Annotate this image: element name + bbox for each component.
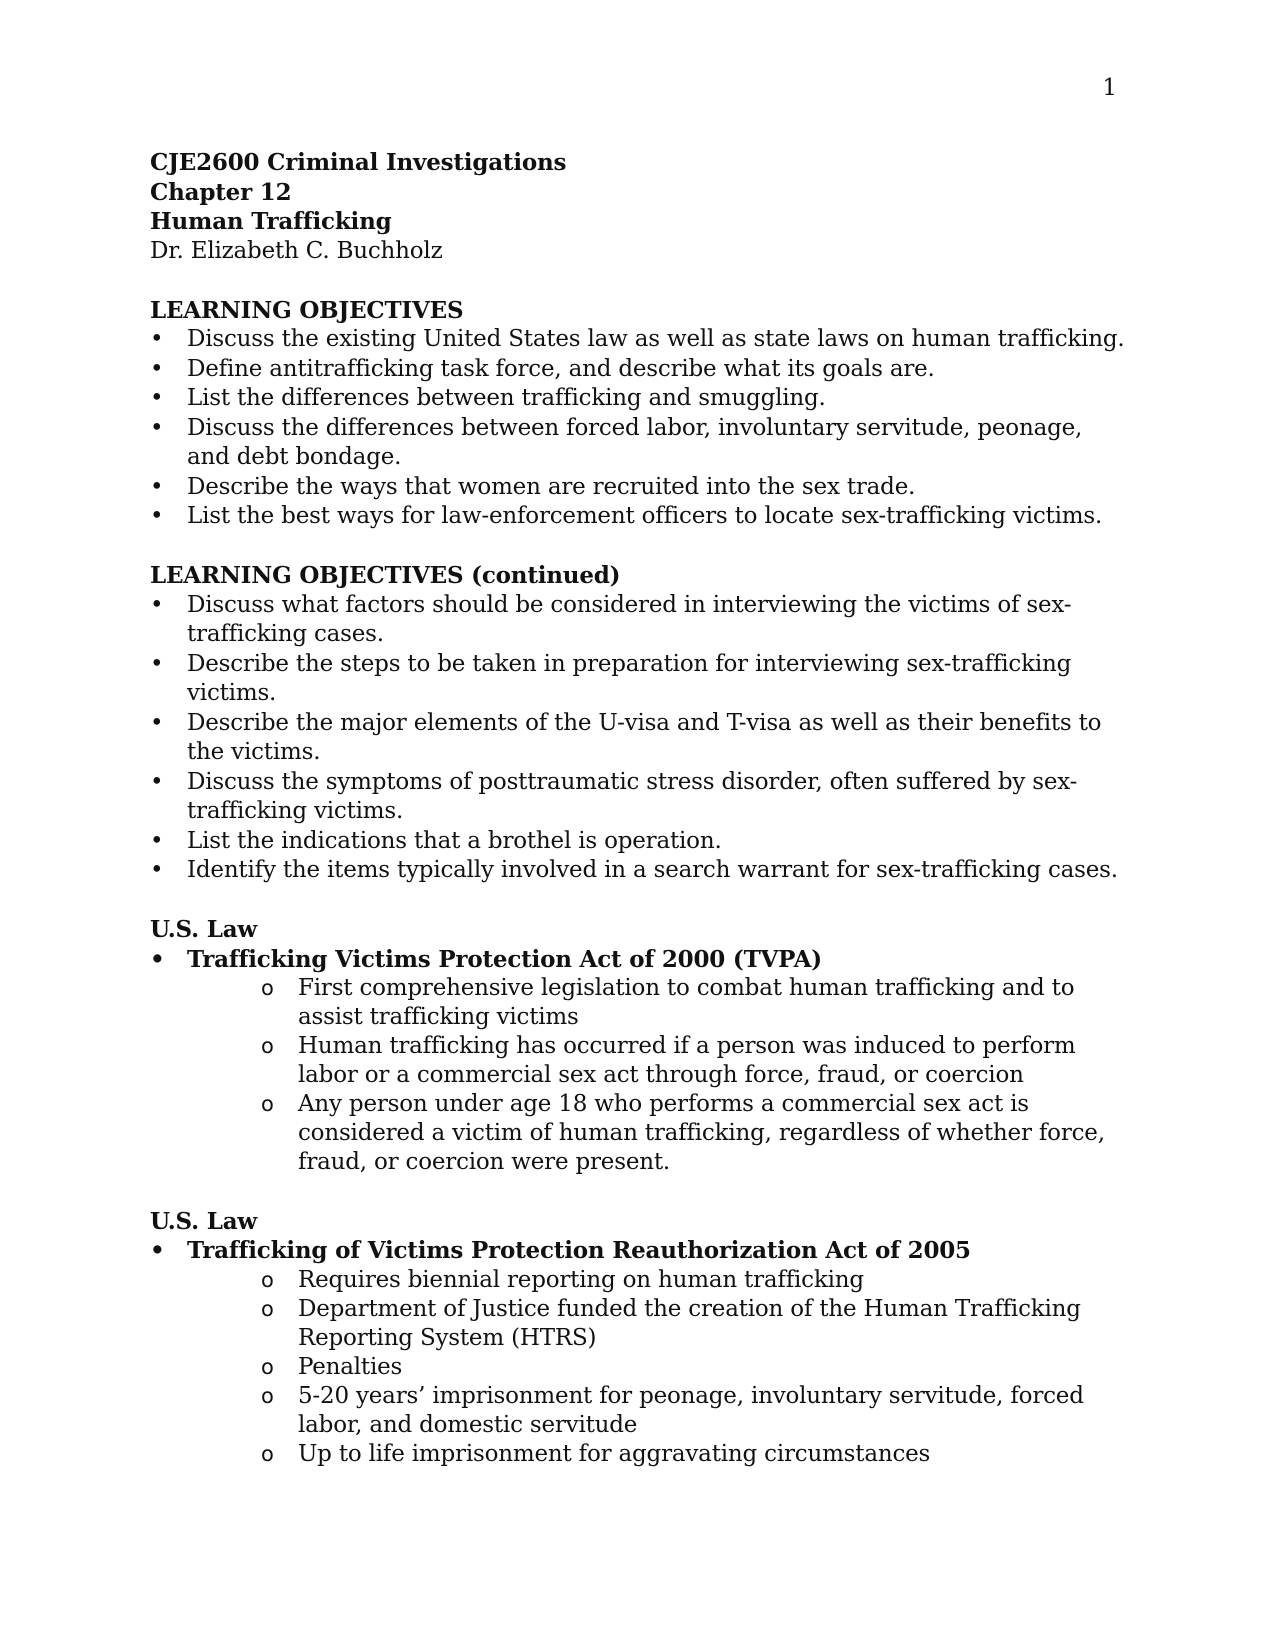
document-header bbox=[150, 148, 1125, 266]
sub-list-item: o Requires biennial reporting on human trafficking bbox=[261, 1266, 1125, 1295]
sub-list-item: o Human trafficking has occurred if a person was induced to perform labor or a commercial sex act through force, fraud, or coercion bbox=[261, 1032, 1125, 1090]
section-heading: U.S. Law bbox=[150, 1207, 258, 1235]
learning-objectives-continued-section bbox=[150, 561, 1125, 886]
law-details-list bbox=[150, 1266, 1125, 1469]
list-item: • Describe the ways that women are recruited into the sex trade. bbox=[150, 473, 1125, 503]
sub-list-item: o Up to life imprisonment for aggravating circumstances bbox=[261, 1440, 1125, 1469]
list-item: • Define antitrafficking task force, and describe what its goals are. bbox=[150, 355, 1125, 385]
list-item: • Discuss the symptoms of posttraumatic stress disorder, often suffered by sex-trafficking victims. bbox=[150, 768, 1125, 827]
law-list bbox=[150, 945, 1125, 975]
author-name: Dr. Elizabeth C. Buchholz bbox=[150, 237, 443, 264]
learning-objectives-section bbox=[150, 296, 1125, 532]
sub-list-item: o 5-20 years’ imprisonment for peonage, involuntary servitude, forced labor, and domestic servitude bbox=[261, 1382, 1125, 1440]
objectives-list bbox=[150, 591, 1125, 886]
page-number: 1 bbox=[1102, 75, 1117, 101]
list-item: • Trafficking Victims Protection Act of 2000 (TVPA) bbox=[150, 945, 1125, 975]
list-item: • Identify the items typically involved in a search warrant for sex-trafficking cases. bbox=[150, 856, 1125, 886]
list-item: • Describe the steps to be taken in preparation for interviewing sex-trafficking victims. bbox=[150, 650, 1125, 709]
list-item: • Describe the major elements of the U-visa and T-visa as well as their benefits to the victims. bbox=[150, 709, 1125, 768]
list-item: • List the best ways for law-enforcement officers to locate sex-trafficking victims. bbox=[150, 502, 1125, 532]
sub-list-item: o Penalties bbox=[261, 1353, 1125, 1382]
course-title: CJE2600 Criminal Investigations bbox=[150, 149, 567, 176]
list-item: • Discuss the existing United States law as well as state laws on human trafficking. bbox=[150, 325, 1125, 355]
sub-list-item: o Any person under age 18 who performs a commercial sex act is considered a victim of human trafficking, regardless of whether force, fraud, or coercion were present. bbox=[261, 1090, 1125, 1177]
section-heading: LEARNING OBJECTIVES bbox=[150, 296, 464, 324]
us-law-tvpa-section bbox=[150, 915, 1125, 1177]
section-heading: LEARNING OBJECTIVES (continued) bbox=[150, 562, 621, 589]
list-item: • Discuss the differences between forced labor, involuntary servitude, peonage, and debt bondage. bbox=[150, 414, 1125, 473]
document-body bbox=[150, 148, 1125, 1469]
law-list bbox=[150, 1236, 1125, 1266]
section-heading: U.S. Law bbox=[150, 916, 258, 943]
list-item: • List the indications that a brothel is operation. bbox=[150, 827, 1125, 857]
objectives-list bbox=[150, 325, 1125, 532]
list-item: • Discuss what factors should be considered in interviewing the victims of sex-trafficking cases. bbox=[150, 591, 1125, 650]
us-law-reauthorization-section bbox=[150, 1207, 1125, 1469]
list-item: • List the differences between trafficking and smuggling. bbox=[150, 384, 1125, 414]
sub-list-item: o First comprehensive legislation to combat human trafficking and to assist trafficking victims bbox=[261, 974, 1125, 1032]
law-details-list bbox=[150, 974, 1125, 1177]
topic-title: Human Trafficking bbox=[150, 208, 392, 235]
chapter-title: Chapter 12 bbox=[150, 178, 292, 206]
list-item: • Trafficking of Victims Protection Reauthorization Act of 2005 bbox=[150, 1236, 1125, 1266]
sub-list-item: o Department of Justice funded the creation of the Human Trafficking Reporting System (HTRS) bbox=[261, 1295, 1125, 1353]
